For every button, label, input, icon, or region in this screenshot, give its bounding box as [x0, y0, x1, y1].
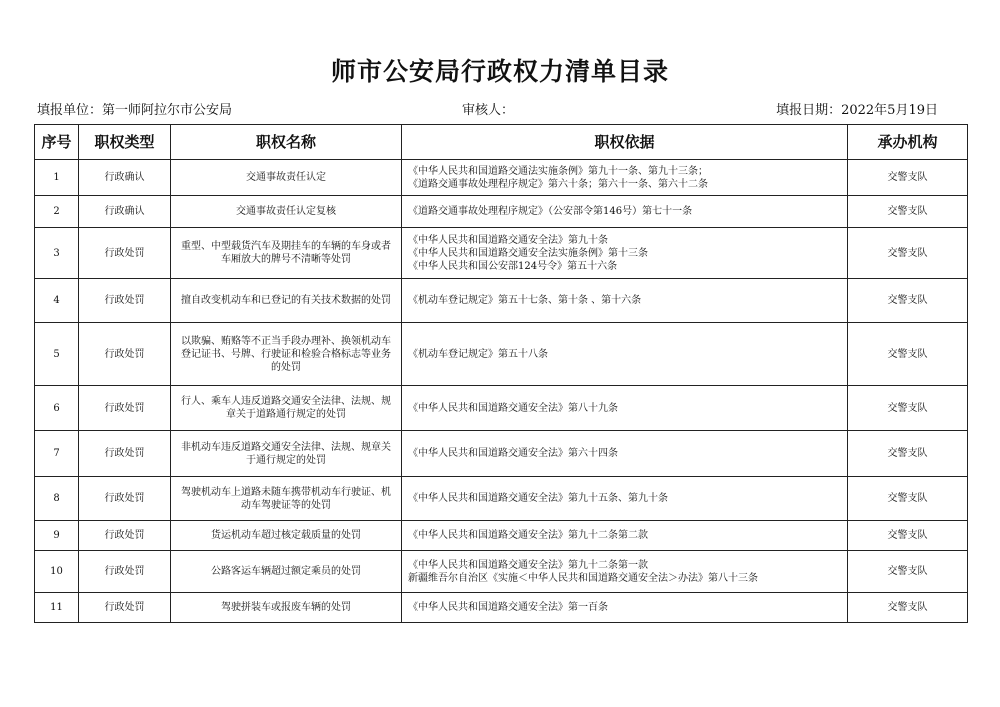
- power-basis: [402, 431, 848, 477]
- basis-line: 《道路交通事故处理程序规定》第六十条；第六十一条、第六十二条: [408, 178, 708, 190]
- header-type: 职权类型: [79, 125, 171, 160]
- power-basis: [402, 551, 848, 593]
- basis-line: 《机动车登记规定》第五十七条、第十条 、第十六条: [408, 295, 642, 306]
- power-name: 非机动车违反道路交通安全法律、法规、规章关于通行规定的处罚: [171, 431, 402, 477]
- power-name: 重型、中型载货汽车及期挂车的车辆的车身或者车厢放大的牌号不清晰等处罚: [171, 228, 402, 279]
- basis-line: 《机动车登记规定》第五十八条: [408, 348, 548, 360]
- header-org: 承办机构: [848, 125, 968, 160]
- table-body: [35, 160, 968, 623]
- power-type: 行政处罚: [79, 431, 171, 477]
- handling-org: 交警支队: [848, 521, 968, 551]
- document-title: 师市公安局行政权力清单目录: [330, 57, 669, 86]
- table-row: [35, 386, 968, 431]
- table-row: [35, 521, 968, 551]
- power-basis: [402, 593, 848, 623]
- handling-org: 交警支队: [848, 228, 968, 279]
- handling-org: 交警支队: [848, 160, 968, 196]
- handling-org: 交警支队: [848, 593, 968, 623]
- power-basis: [402, 386, 848, 431]
- power-type: 行政处罚: [79, 228, 171, 279]
- row-number: 11: [35, 593, 79, 623]
- handling-org: 交警支队: [848, 551, 968, 593]
- table-row: [35, 279, 968, 323]
- power-basis: [402, 196, 848, 228]
- power-name: 交通事故责任认定复核: [171, 196, 402, 228]
- power-name: 以欺骗、贿赂等不正当手段办理补、换领机动车登记证书、号牌、行驶证和检验合格标志等业务的处罚: [171, 323, 402, 386]
- row-number: 3: [35, 228, 79, 279]
- basis-line: 《道路交通事故处理程序规定》（公安部令第146号）第七十一条: [408, 206, 693, 217]
- power-type: 行政处罚: [79, 593, 171, 623]
- header-basis: 职权依据: [402, 125, 848, 160]
- power-name: 公路客运车辆超过额定乘员的处罚: [171, 551, 402, 593]
- power-name: 行人、乘车人违反道路交通安全法律、法规、规章关于道路通行规定的处罚: [171, 386, 402, 431]
- basis-line: 《中华人民共和国道路交通安全法》第九十二条第二款: [408, 530, 648, 541]
- power-name: 驾驶机动车上道路未随车携带机动车行驶证、机动车驾驶证等的处罚: [171, 477, 402, 521]
- basis-line: 《中华人民共和国公安部124号令》第五十六条: [408, 260, 618, 272]
- table-row: [35, 323, 968, 386]
- handling-org: 交警支队: [848, 279, 968, 323]
- basis-line: 《中华人民共和国道路交通安全法》第九十二条第一款: [408, 559, 648, 571]
- table-row: [35, 551, 968, 593]
- power-basis: [402, 279, 848, 323]
- power-name: 交通事故责任认定: [171, 160, 402, 196]
- row-number: 9: [35, 521, 79, 551]
- basis-line: 《中华人民共和国道路交通安全法》第八十九条: [408, 402, 618, 414]
- basis-line: 新疆维吾尔自治区《实施＜中华人民共和国道路交通安全法＞办法》第八十三条: [408, 572, 758, 584]
- header-name: 职权名称: [171, 125, 402, 160]
- basis-line: 《中华人民共和国道路交通安全法》第九十五条、第九十条: [408, 493, 668, 504]
- power-basis: [402, 323, 848, 386]
- power-basis: [402, 477, 848, 521]
- power-type: 行政确认: [79, 196, 171, 228]
- table-row: [35, 196, 968, 228]
- power-name: 货运机动车超过核定载质量的处罚: [171, 521, 402, 551]
- header-no: 序号: [35, 125, 79, 160]
- handling-org: 交警支队: [848, 477, 968, 521]
- table-header-row: [35, 125, 968, 160]
- row-number: 10: [35, 551, 79, 593]
- row-number: 7: [35, 431, 79, 477]
- handling-org: 交警支队: [848, 196, 968, 228]
- power-type: 行政处罚: [79, 386, 171, 431]
- row-number: 6: [35, 386, 79, 431]
- power-name: 擅自改变机动车和已登记的有关技术数据的处罚: [171, 279, 402, 323]
- handling-org: 交警支队: [848, 431, 968, 477]
- table-row: [35, 593, 968, 623]
- row-number: 1: [35, 160, 79, 196]
- power-name: 驾驶拼装车或报废车辆的处罚: [171, 593, 402, 623]
- power-type: 行政处罚: [79, 477, 171, 521]
- basis-line: 《中华人民共和国道路交通安全法》第六十四条: [408, 448, 618, 459]
- power-type: 行政处罚: [79, 551, 171, 593]
- reviewer-label: 审核人：: [462, 103, 515, 118]
- power-basis: [402, 521, 848, 551]
- power-type: 行政处罚: [79, 521, 171, 551]
- basis-line: 《中华人民共和国道路交通法实施条例》第九十一条、第九十三条；: [408, 165, 708, 177]
- power-type: 行政处罚: [79, 279, 171, 323]
- handling-org: 交警支队: [848, 386, 968, 431]
- table-row: [35, 477, 968, 521]
- basis-line: 《中华人民共和国道路交通安全法实施条例》第十三条: [408, 247, 648, 259]
- table-row: [35, 160, 968, 196]
- power-basis: [402, 160, 848, 196]
- row-number: 8: [35, 477, 79, 521]
- row-number: 2: [35, 196, 79, 228]
- power-type: 行政处罚: [79, 323, 171, 386]
- table-row: [35, 228, 968, 279]
- row-number: 4: [35, 279, 79, 323]
- handling-org: 交警支队: [848, 323, 968, 386]
- reporting-unit: 填报单位：第一师阿拉尔市公安局: [37, 103, 233, 118]
- power-type: 行政确认: [79, 160, 171, 196]
- power-list-table: [34, 124, 968, 623]
- basis-line: 《中华人民共和国道路交通安全法》第一百条: [408, 602, 608, 613]
- row-number: 5: [35, 323, 79, 386]
- basis-line: 《中华人民共和国道路交通安全法》第九十条: [408, 234, 608, 246]
- report-date: 填报日期：2022年5月19日: [776, 103, 938, 118]
- power-basis: [402, 228, 848, 279]
- table-row: [35, 431, 968, 477]
